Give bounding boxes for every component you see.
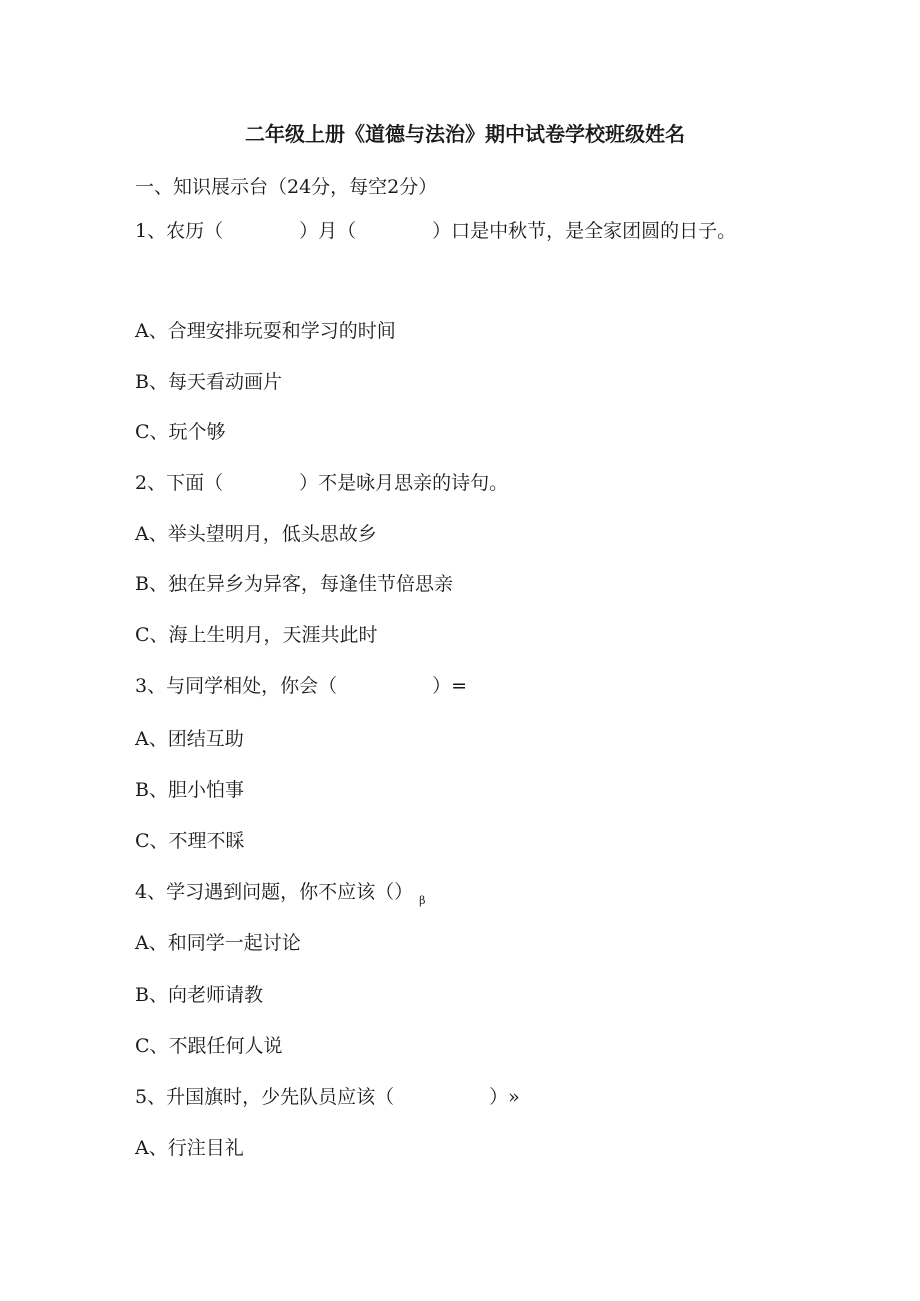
question-4-stem-text: 4、学习遇到问题，你不应该（） xyxy=(135,881,414,903)
question-4-stem xyxy=(135,879,425,914)
option-b: B、胆小怕事 xyxy=(135,779,244,801)
option-b: B、每天看动画片 xyxy=(135,371,282,393)
page-title: 二年级上册《道德与法治》期中试卷学校班级姓名 xyxy=(245,122,685,146)
option-c: C、不跟任何人说 xyxy=(135,1035,283,1057)
question-1-stem: 1、农历（ ）月（ ）口是中秋节，是全家团圆的日子。 xyxy=(135,220,737,242)
section-heading: 一、知识展示台（24分，每空2分） xyxy=(135,176,438,198)
option-a: A、团结互助 xyxy=(135,728,244,750)
question-5-stem: 5、升国旗时，少先队员应该（ ）» xyxy=(135,1086,520,1108)
question-4-stem-mark: β xyxy=(419,894,426,907)
question-3-stem: 3、与同学相处，你会（ ）= xyxy=(135,675,468,697)
option-b: B、独在异乡为异客，每逢佳节倍思亲 xyxy=(135,573,453,595)
option-c: C、不理不睬 xyxy=(135,830,245,852)
option-b: B、向老师请教 xyxy=(135,984,263,1006)
option-c: C、玩个够 xyxy=(135,421,226,443)
option-a: A、合理安排玩耍和学习的时间 xyxy=(135,320,396,342)
question-2-stem: 2、下面（ ）不是咏月思亲的诗句。 xyxy=(135,472,509,494)
option-a: A、行注目礼 xyxy=(135,1137,244,1159)
option-c: C、海上生明月，天涯共此时 xyxy=(135,624,378,646)
option-a: A、和同学一起讨论 xyxy=(135,932,301,954)
option-a: A、举头望明月，低头思故乡 xyxy=(135,523,377,545)
